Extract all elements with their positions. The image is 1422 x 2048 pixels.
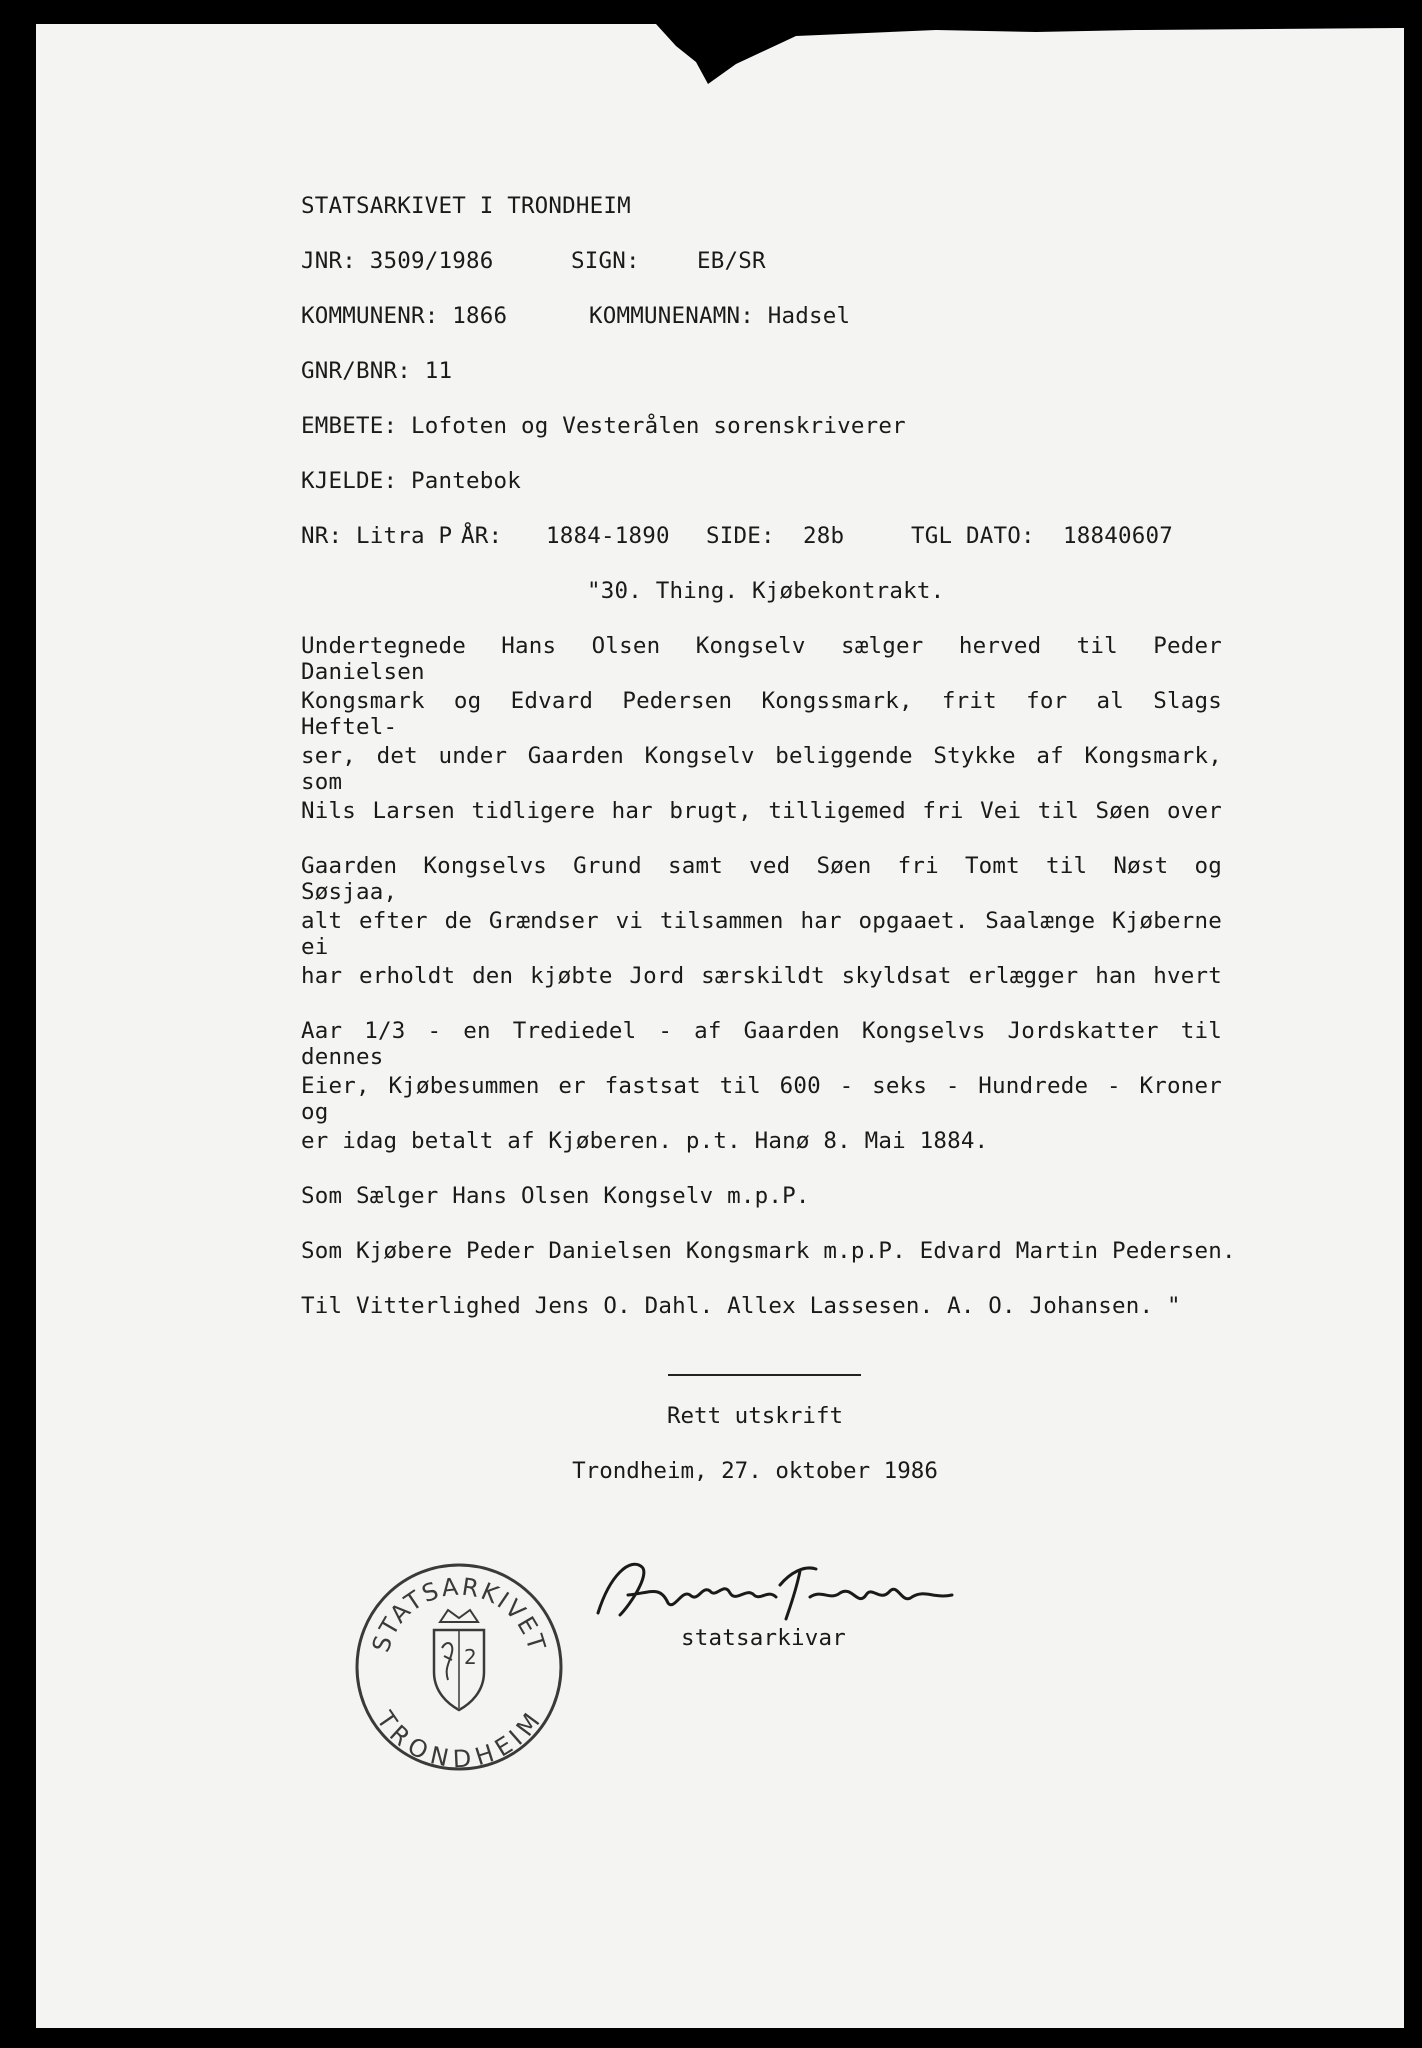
tgl-label: TGL DATO:	[911, 523, 1035, 549]
embete-row	[301, 413, 906, 439]
body-line: alt efter de Grændser vi tilsammen har opgaaet. Saalænge Kjøberne ei	[301, 908, 1222, 960]
side-label: SIDE:	[706, 523, 775, 549]
kjelde-label: KJELDE:	[301, 468, 398, 494]
sign-label: SIGN:	[571, 248, 640, 274]
nr-row	[301, 523, 452, 549]
buyers-line: Som Kjøbere Peder Danielsen Kongsmark m.p.P. Edvard Martin Pedersen.	[301, 1238, 1236, 1264]
body-line: Nils Larsen tidligere har brugt, tilligemed fri Vei til Søen over	[301, 798, 1222, 824]
kjelde-row	[301, 468, 521, 494]
jnr-row	[301, 248, 493, 274]
ar-value: 1884-1890	[546, 523, 670, 549]
sign-value: EB/SR	[697, 248, 766, 274]
kommunenamn-label: KOMMUNENAMN:	[589, 303, 754, 329]
kjelde-value: Pantebok	[410, 468, 521, 494]
kommunenr-value: 1866	[452, 303, 508, 329]
body-last-line: er idag betalt af Kjøberen. p.t. Hanø 8. Mai 1884.	[301, 1128, 989, 1154]
side-value: 28b	[803, 523, 845, 549]
kommunenr-row	[301, 303, 507, 329]
seal-numeral: 2	[464, 1645, 477, 1669]
ar-label: ÅR:	[461, 523, 503, 549]
contract-heading: "30. Thing. Kjøbekontrakt.	[587, 578, 945, 604]
signature-icon	[590, 1545, 990, 1635]
jnr-label: JNR:	[301, 248, 356, 274]
seal-top-text: STATSARKIVET	[366, 1572, 552, 1656]
kommunenamn-row	[589, 303, 850, 329]
witnesses-line: Til Vitterlighed Jens O. Dahl. Allex Lassesen. A. O. Johansen. "	[301, 1293, 1181, 1319]
jnr-value: 3509/1986	[369, 248, 494, 274]
place-date: Trondheim, 27. oktober 1986	[572, 1458, 938, 1484]
body-line: ser, det under Gaarden Kongselv beliggende Stykke af Kongsmark, som	[301, 743, 1222, 795]
nr-label: NR:	[301, 523, 343, 549]
body-line: Undertegnede Hans Olsen Kongselv sælger herved til Peder Danielsen	[301, 633, 1222, 685]
body-line: har erholdt den kjøbte Jord særskildt skyldsat erlægger han hvert	[301, 963, 1222, 989]
archive-seal-icon	[352, 1560, 566, 1774]
body-line: Kongsmark og Edvard Pedersen Kongssmark, frit for al Slags Heftel-	[301, 688, 1222, 740]
kommunenamn-value: Hadsel	[767, 303, 851, 329]
embete-value: Lofoten og Vesterålen sorenskriverer	[410, 413, 906, 439]
gnr-value: 11	[424, 358, 453, 384]
seal-bottom-text: TRONDHEIM	[371, 1706, 547, 1773]
archive-name: STATSARKIVET I TRONDHEIM	[301, 193, 631, 219]
body-line: Gaarden Kongselvs Grund samt ved Søen fri Tomt til Nøst og Søsjaa,	[301, 853, 1222, 905]
body-line: Aar 1/3 - en Trediedel - af Gaarden Kongselvs Jordskatter til dennes	[301, 1018, 1222, 1070]
divider-rule	[668, 1374, 861, 1376]
signer-title: statsarkivar	[681, 1625, 846, 1651]
body-line: Eier, Kjøbesummen er fastsat til 600 - seks - Hundrede - Kroner og	[301, 1073, 1222, 1125]
certified-copy: Rett utskrift	[666, 1403, 844, 1429]
kommunenr-label: KOMMUNENR:	[301, 303, 439, 329]
svg-text:TRONDHEIM	[371, 1705, 547, 1773]
gnr-row	[301, 358, 452, 384]
torn-edge	[36, 24, 1404, 84]
nr-value: Litra P	[356, 523, 453, 549]
seller-line: Som Sælger Hans Olsen Kongselv m.p.P.	[301, 1183, 810, 1209]
embete-label: EMBETE:	[301, 413, 398, 439]
tgl-value: 18840607	[1063, 523, 1173, 549]
gnr-label: GNR/BNR:	[301, 358, 411, 384]
